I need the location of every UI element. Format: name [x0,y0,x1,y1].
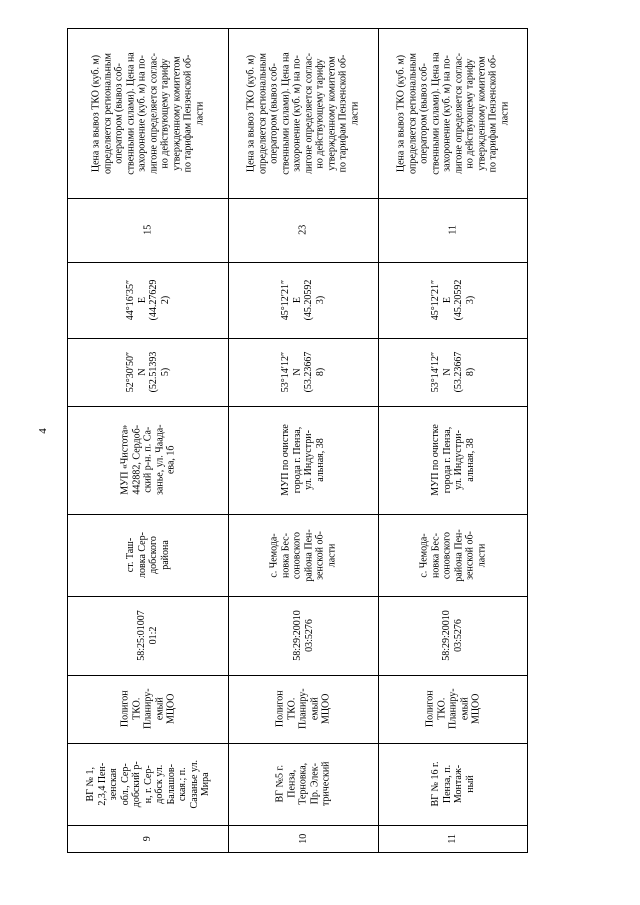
longitude-text: 45°12′21″ E (45.20592 3) [429,279,475,321]
operator-text: МУП по очистке города г. Пенза, ул. Индустри- альная, 38 [429,424,475,496]
location-text: ВГ № 1, 2,3,4 Пен- зенская обл., Сер- добский р- н, г. Сер- добск ул. Балашов- ская.; п. Сазанье ул. Мира [84,759,211,809]
settlement-text: с. Чемода- новка Бес- соновского района Пен- зенской об- ласти [268,528,337,582]
facility-type-text: Полигон ТКО. Планиру- емый МЦОО [118,688,176,730]
distance-text: 15 [141,225,153,235]
latitude-text: 53°14′12″ N (53.23667 8) [429,351,475,393]
latitude-cell [228,338,378,406]
operator-cell [228,406,378,514]
table-vline [527,28,528,853]
price-text: Цена за вывоз ТКО (куб. м) определяется региональным оператором (вывоз соб- ственными силами). Цена на захоронение (куб. м) на по- лигоне определяется соглас- но действующему тарифу утвержденному комитетом по тарифам Пензенской об- ласти [395,51,510,175]
longitude-cell [228,262,378,338]
latitude-text: 53°14′12″ N (53.23667 8) [280,351,326,393]
price-text: Цена за вывоз ТКО (куб. м) определяется региональным оператором (вывоз соб- ственными силами). Цена на захоронение (куб. м) на по- лигоне определяется соглас- но действующему тарифу утвержденному комитетом по тарифам Пензенской об- ласти [245,51,360,175]
latitude-text: 52°30′50″ N (52.51393 5) [124,351,170,393]
location-cell [228,743,378,825]
distance-text: 23 [297,225,309,235]
row-number-text: 11 [446,833,458,844]
cadastral-number-cell [378,596,527,675]
row-number-cell [67,825,228,852]
settlement-cell [228,514,378,596]
row-number-text: 10 [297,833,309,844]
operator-text: МУП «Чистота» 442882, Сердоб- ский р-н. п. Са- занье, ул. Чаада- ева, 1б [118,424,176,496]
distance-cell [228,198,378,262]
price-text: Цена за вывоз ТКО (куб. м) определяется региональным оператором (вывоз соб- ственными силами). Цена на захоронение (куб. м) на по- лигоне определяется соглас- но действующему тарифу утвержденному комитетом по тарифам Пензенской об- ласти [90,51,205,175]
price-cell [378,28,527,198]
latitude-cell [378,338,527,406]
distance-text: 11 [446,225,458,235]
facility-type-text: Полигон ТКО. Планиру- емый МЦОО [423,688,481,730]
row-number-cell [228,825,378,852]
longitude-cell [67,262,228,338]
location-text: ВГ № 16 г. Пенза, п. Монтаж- ный [429,761,475,807]
location-text: ВГ №5 г. Пенза, Терновка, Пр. Элек- трический [274,761,332,807]
distance-cell [67,198,228,262]
location-cell [378,743,527,825]
operator-text: МУП по очистке города г. Пенза, ул. Индустри- альная, 38 [280,424,326,496]
settlement-cell [67,514,228,596]
longitude-text: 44°16′35″ E (44.27629 2) [124,279,170,321]
latitude-cell [67,338,228,406]
cadastral-number-text: 58:29:20010 03:5276 [291,610,314,661]
cadastral-number-cell [67,596,228,675]
price-cell [228,28,378,198]
cadastral-number-cell [228,596,378,675]
location-cell [67,743,228,825]
longitude-text: 45°12′21″ E (45.20592 3) [280,279,326,321]
operator-cell [67,406,228,514]
distance-cell [378,198,527,262]
facility-type-cell [67,675,228,743]
page-number: 4 [36,428,49,434]
settlement-cell [378,514,527,596]
facility-type-cell [228,675,378,743]
facility-type-text: Полигон ТКО. Планиру- емый МЦОО [274,688,332,730]
facility-type-cell [378,675,527,743]
price-cell [67,28,228,198]
row-number-cell [378,825,527,852]
row-number-text: 9 [141,836,153,841]
cadastral-number-text: 58:29:20010 03:5276 [441,610,464,661]
cadastral-number-text: 58:25:01007 01:2 [136,610,159,661]
settlement-text: ст. Таш- ловка Сер- добского района [124,532,170,578]
longitude-cell [378,262,527,338]
operator-cell [378,406,527,514]
settlement-text: с. Чемода- новка Бес- соновского района Пен- зенской об- ласти [418,528,487,582]
